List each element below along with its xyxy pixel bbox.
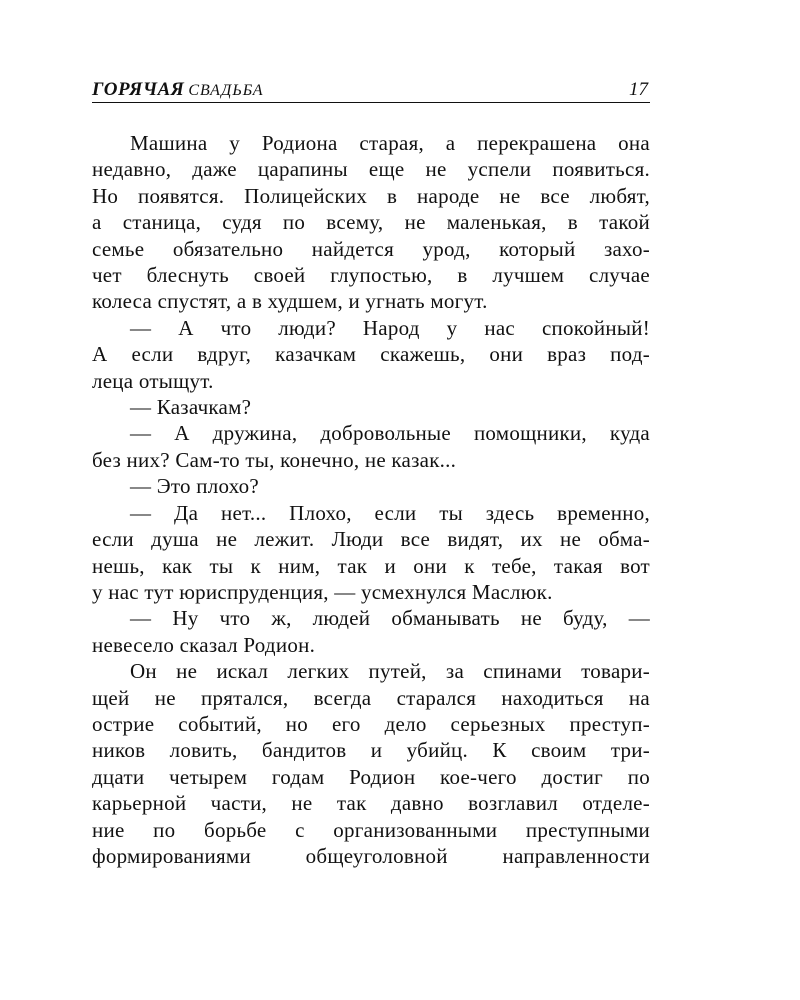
text-line: невесело сказал Родион. (92, 632, 316, 657)
text-line: Он не искал легких путей, за спинами товари- (130, 659, 650, 684)
text-line: Но появятся. Полицейских в народе не все любят, (92, 183, 650, 208)
text-line: карьерной части, не так давно возглавил отделе- (92, 791, 650, 816)
text-line: — Это плохо? (130, 474, 259, 499)
text-line: — А что люди? Народ у нас спокойный! (130, 315, 650, 340)
text-line: недавно, даже царапины еще не успели появиться. (92, 157, 650, 182)
text-line: чет блеснуть своей глупостью, в лучшем случае (92, 263, 650, 288)
text-line: ников ловить, бандитов и убийц. К своим три- (92, 738, 650, 763)
book-title-main: ГОРЯЧАЯ (92, 79, 185, 100)
text-line: — Казачкам? (130, 395, 252, 420)
text-line: если душа не лежит. Люди все видят, их не обма- (92, 527, 650, 552)
text-line: А если вдруг, казачкам скажешь, они враз под- (92, 342, 650, 367)
running-header (92, 78, 650, 103)
text-line: — А дружина, добровольные помощники, куда (130, 421, 650, 446)
text-line: острие событий, но его дело серьезных преступ- (92, 711, 650, 736)
text-line: — Ну что ж, людей обманывать не буду, — (130, 606, 650, 631)
text-line: а станица, судя по всему, не маленькая, в такой (92, 210, 650, 235)
text-line: нешь, как ты к ним, так и они к тебе, такая вот (92, 553, 650, 578)
text-line: ние по борьбе с организованными преступными (92, 817, 650, 842)
text-line: без них? Сам-то ты, конечно, не казак... (92, 447, 457, 472)
book-page (92, 0, 650, 1000)
text-line: дцати четырем годам Родион кое-чего достиг по (92, 764, 650, 789)
page-number: 17 (629, 79, 648, 100)
text-line: у нас тут юриспруденция, — усмехнулся Маслюк. (92, 579, 553, 604)
text-line: щей не прятался, всегда старался находиться на (92, 685, 650, 710)
text-line: формированиями общеуголовной направленности (92, 843, 650, 868)
book-title-sub: СВАДЬБА (188, 82, 264, 99)
text-line: семье обязательно найдется урод, который захо- (92, 236, 650, 261)
text-line: — Да нет... Плохо, если ты здесь временно, (130, 500, 650, 525)
book-title (92, 78, 264, 103)
text-line: Машина у Родиона старая, а перекрашена она (130, 131, 650, 155)
text-line: колеса спустят, а в худшем, и угнать могут. (92, 289, 488, 314)
body-text (92, 130, 650, 869)
text-line: леца отыщут. (92, 368, 214, 393)
